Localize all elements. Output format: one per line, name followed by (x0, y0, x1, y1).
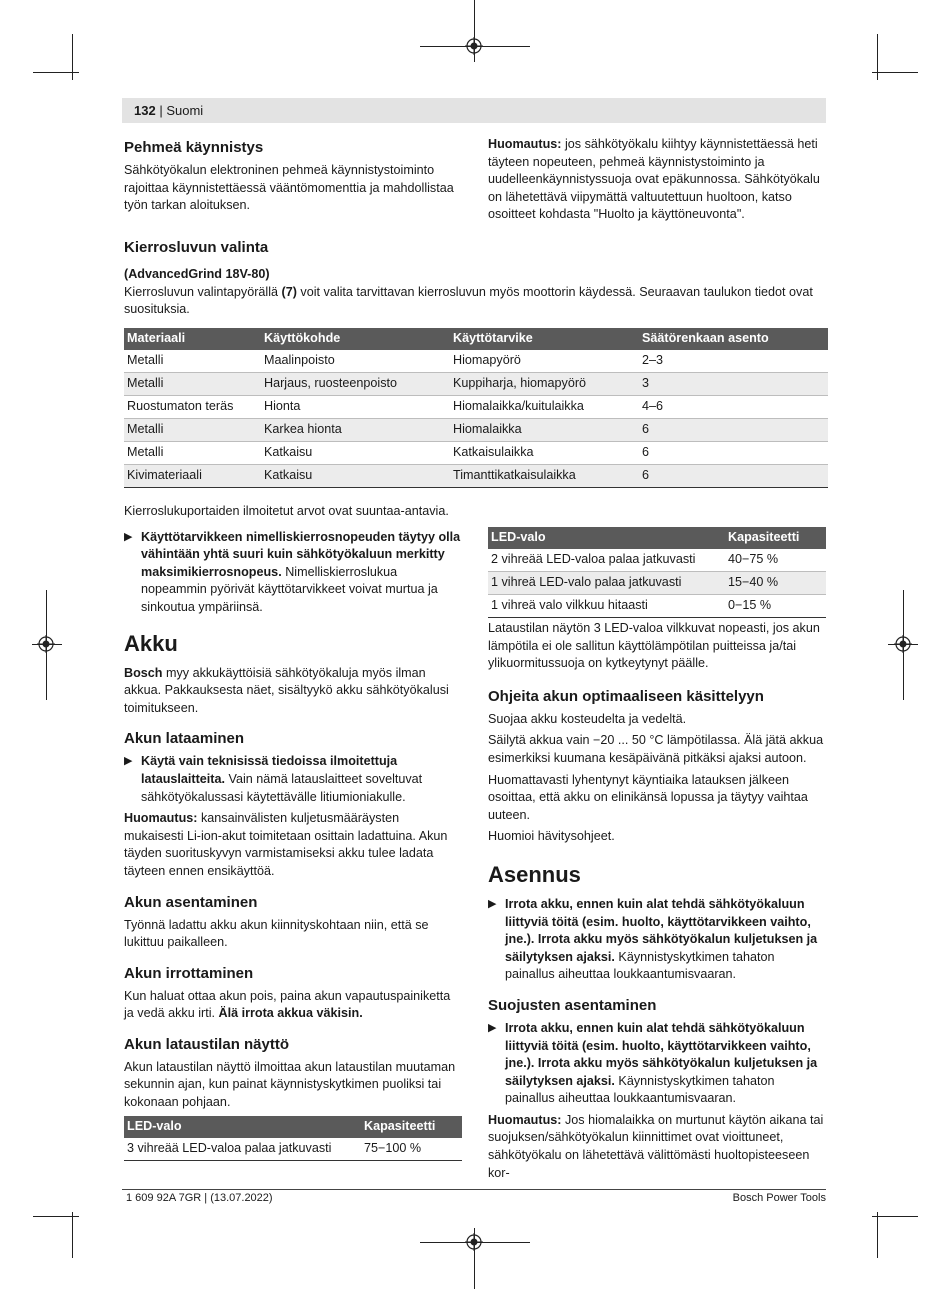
table-row: Ruostumaton teräs Hionta Hiomalaikka/kuitulaikka 4–6 (124, 395, 828, 418)
page-number: 132 (134, 103, 156, 118)
footer-rule (122, 1189, 826, 1190)
speed-text: Kierrosluvun valintapyörällä (7) voit valita tarvittavan kierrosluvun myös moottorin käydessä. Seuraavan taulukon tiedot ovat suosituksia. (124, 284, 813, 317)
crop-mark (872, 72, 918, 73)
table-row: Metalli Katkaisu Katkaisulaikka 6 (124, 441, 828, 464)
soft-start-section (124, 138, 462, 219)
speed-ref: (7) (281, 284, 297, 299)
crop-mark (72, 34, 73, 80)
table-header: Käyttötarvike (450, 328, 639, 350)
remove-text: Kun haluat ottaa akun pois, paina akun vapautuspainiketta ja vedä akku irti. Älä irrota akkua väkisin. (124, 988, 451, 1021)
crop-mark (877, 34, 878, 80)
optimal-p1: Suojaa akku kosteudelta ja vedeltä. (488, 711, 687, 726)
table-header: LED-valo (488, 527, 725, 549)
note-label: Huomautus: (488, 137, 562, 151)
crop-mark (72, 1212, 73, 1258)
guards-title: Suojusten asentaminen (488, 996, 657, 1014)
table-row: Kivimateriaali Katkaisu Timanttikatkaisulaikka 6 (124, 464, 828, 487)
crop-mark (872, 1216, 918, 1217)
optimal-p4: Huomioi hävitysohjeet. (488, 829, 615, 844)
table-header: Säätörenkaan asento (639, 328, 828, 350)
install-text: Työnnä ladattu akku akun kiinnityskohtaan niin, että se lukittuu paikalleen. (124, 917, 429, 950)
bullet-triangle-icon: ▶ (488, 1021, 497, 1034)
crop-mark (877, 1212, 878, 1258)
status-title: Akun lataustilan näyttö (124, 1035, 290, 1053)
optimal-p3: Huomattavasti lyhentynyt käyntiaika latauksen jälkeen osoittaa, että akku on elinikänsä lopussa ja täytyy vaihtaa uuteen. (488, 772, 808, 822)
table-header: LED-valo (124, 1116, 361, 1138)
footer-brand: Bosch Power Tools (732, 1192, 826, 1204)
table-row: Metalli Karkea hionta Hiomalaikka 6 (124, 418, 828, 441)
right-column (488, 527, 826, 1186)
status-text: Akun lataustilan näyttö ilmoittaa akun lataustilan muutaman sekunnin ajan, kun painat käynnistyskytkimen puoliksi tai kokonaan pohjaan. (124, 1059, 456, 1110)
optimal-p2: Säilytä akkua vain −20 ... 50 °C lämpötilassa. Älä jätä akkua esimerkiksi kuumana kesäpäivänä pitkäksi ajaksi autoon. (488, 733, 824, 765)
table-header: Kapasiteetti (361, 1116, 462, 1138)
speed-warning: ▶ Käyttötarvikkeen nimelliskierrosnopeuden täytyy olla vähintään yhtä suuri kuin sähkötyökaluun merkitty maksimikierrosnopeus. Nimelliskierroslukua nopeammin pyörivät käyttötarvikkeet voivat murtua ja sinkoutua ympäriinsä. (124, 529, 461, 614)
registration-target-icon (894, 635, 912, 653)
guards-warning: ▶ Irrota akku, ennen kuin alat tehdä sähkötyökaluun liittyviä töitä (esim. huolto, käyttötarvikkeen vaihto, jne.). Irrota akku myös sähkötyökalun kuljetuksen ja säilytyksen ajaksi. Käynnistyskytkimen tahaton painallus aiheuttaa loukkaantumisvaaran. (488, 1020, 818, 1106)
led-table-left (124, 1116, 462, 1161)
soft-start-note (488, 136, 826, 228)
table-row: Metalli Harjaus, ruosteenpoisto Kuppiharja, hiomapyörö 3 (124, 372, 828, 395)
soft-start-text: Sähkötyökalun elektroninen pehmeä käynnistystoiminto rajoittaa käynnistettäessä vääntömomenttia ja mahdollistaa työn tarkan aloituksen. (124, 163, 454, 213)
table-row: 2 vihreää LED-valoa palaa jatkuvasti 40−75 % (488, 549, 826, 572)
bullet-triangle-icon: ▶ (488, 897, 497, 910)
table-row: 1 vihreä LED-valo palaa jatkuvasti 15−40 % (488, 572, 826, 595)
bullet-triangle-icon: ▶ (124, 530, 133, 543)
remove-title: Akun irrottaminen (124, 964, 254, 982)
battery-title: Akku (124, 630, 178, 656)
assembly-title: Asennus (488, 861, 581, 887)
charging-title: Akun lataaminen (124, 730, 245, 748)
crop-mark (33, 72, 79, 73)
charging-warning: ▶ Käytä vain teknisissä tiedoissa ilmoitettuja latauslaitteita. Vain nämä latauslaitteet soveltuvat sähkötyökalussasi käytettävälle litiumioniakulle. (124, 754, 423, 804)
table-header: Materiaali (124, 328, 261, 350)
table-header: Kapasiteetti (725, 527, 826, 549)
left-column (124, 503, 462, 1161)
registration-target-icon (37, 635, 55, 653)
battery-intro: Bosch myy akkukäyttöisiä sähkötyökaluja myös ilman akkua. Pakkauksesta näet, sisältyykö akku sähkötyökalusi toimitukseen. (124, 665, 449, 715)
table-row: Metalli Maalinpoisto Hiomapyörö 2–3 (124, 350, 828, 373)
speed-footnote: Kierroslukuportaiden ilmoitetut arvot ovat suuntaa-antavia. (124, 504, 449, 518)
note-text: jos sähkötyökalu kiihtyy käynnistettäessä heti täyteen nopeuteen, pehmeä käynnistystoiminto ja uudelleenkäynnistyssuoja ovat epäkunnossa. Sähkötyökalu on lähetettävä viipymättä valtuutettuun huoltoon, katso osoitteet kohdasta "Huolto ja käyttöneuvonta". (488, 137, 820, 222)
registration-target-icon (465, 1233, 483, 1251)
assembly-warning: ▶ Irrota akku, ennen kuin alat tehdä sähkötyökaluun liittyviä töitä (esim. huolto, käyttötarvikkeen vaihto, jne.). Irrota akku myös sähkötyökalun kuljetuksen ja säilytyksen ajaksi. Käynnistyskytkimen tahaton painallus aiheuttaa loukkaantumisvaaran. (488, 896, 818, 982)
speed-table (124, 328, 828, 488)
speed-title: Kierrosluvun valinta (124, 239, 269, 256)
speed-model: (AdvancedGrind 18V-80) (124, 267, 270, 281)
table-header: Käyttökohde (261, 328, 450, 350)
page-header-bar (122, 98, 826, 123)
led-note: Lataustilan näytön 3 LED-valoa vilkkuvat nopeasti, jos akun lämpötila ei ole sallitun käyttölämpötilan puitteissa ja/tai ylikuormitussuoja on kytkeytynyt päälle. (488, 621, 820, 671)
page-language: Suomi (166, 103, 204, 118)
footer-doc-id: 1 609 92A 7GR | (13.07.2022) (126, 1192, 273, 1204)
charging-note: Huomautus: kansainvälisten kuljetusmääräysten mukaisesti Li-ion-akut toimitetaan osittain ladattuina. Akun täyden suorituskyvyn varmistamiseksi akku tulee ladata täyteen ennen ensikäyttöä. (124, 811, 448, 878)
optimal-title: Ohjeita akun optimaaliseen käsittelyyn (488, 687, 764, 705)
registration-target-icon (465, 37, 483, 55)
bullet-triangle-icon: ▶ (124, 755, 133, 768)
soft-start-title: Pehmeä käynnistys (124, 139, 264, 156)
table-row: 3 vihreää LED-valoa palaa jatkuvasti 75−100 % (124, 1138, 462, 1161)
crop-mark (33, 1216, 79, 1217)
install-title: Akun asentaminen (124, 893, 258, 911)
speed-section (124, 238, 828, 488)
guards-note: Huomautus: Jos hiomalaikka on murtunut käytön aikana tai suojuksen/sähkötyökalun kiinnittimet ovat vioittuneet, sähkötyökalu on lähetettävä välittömästi huoltopisteeseen kor- (488, 1112, 824, 1180)
led-table-right (488, 527, 826, 618)
table-row: 1 vihreä valo vilkkuu hitaasti 0−15 % (488, 595, 826, 618)
page-header: 132 | Suomi (134, 103, 204, 118)
